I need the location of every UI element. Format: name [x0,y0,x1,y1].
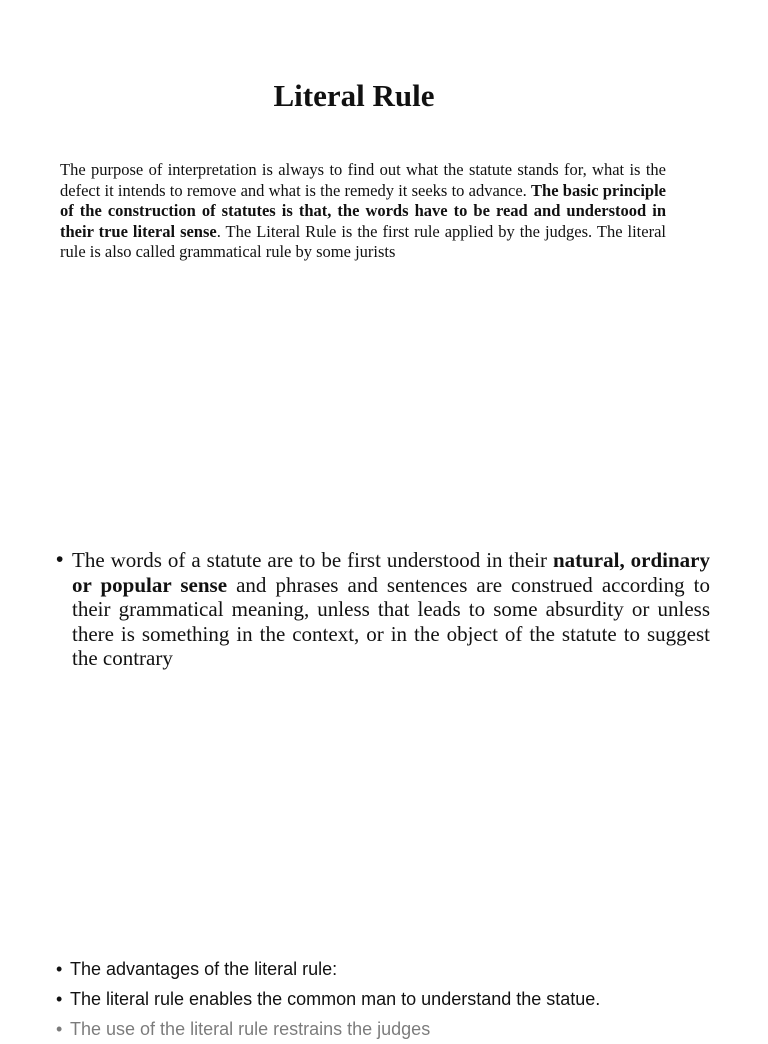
bullet-text-bold: natural, ordinary or popular sense [72,548,710,597]
bullet-marker: • [56,548,64,571]
advantages-list [56,954,756,1039]
bullet-marker: • [56,1019,63,1039]
list-item-text: The literal rule enables the common man to understand the statue. [70,989,601,1009]
list-item [56,1014,756,1039]
bullet-text [72,548,710,671]
bullet-text-part2: and phrases and sentences are construed according to their grammatical meaning, unless that leads to some absurdity or unless there is something in the context, or in the object of the statute to suggest the contrary [72,572,711,670]
intro-text-part1: The purpose of interpretation is always to find out what the statute stands for, what is the defect it intends to remove and what is the remedy it seeks to advance. [60,160,666,200]
bullet-marker: • [56,989,63,1009]
intro-text-part2: . The Literal Rule is the first rule applied by the judges. The literal rule is also called grammatical rule by some jurists [60,221,666,262]
list-item-text: The advantages of the literal rule: [70,959,338,979]
list-item [56,984,756,1014]
list-item-text: The use of the literal rule restrains the judges [70,1019,431,1039]
statute-words-bullet [56,548,710,671]
intro-paragraph [60,160,666,263]
intro-text-bold: The basic principle of the construction of statutes is that, the words have to be read and understood in their true literal sense [60,180,667,241]
bullet-marker: • [56,959,63,979]
bullet-row [56,548,710,671]
bullet-text-part1: The words of a statute are to be first understood in their [72,548,553,572]
list-item [56,954,756,984]
page-title: Literal Rule [273,78,435,113]
